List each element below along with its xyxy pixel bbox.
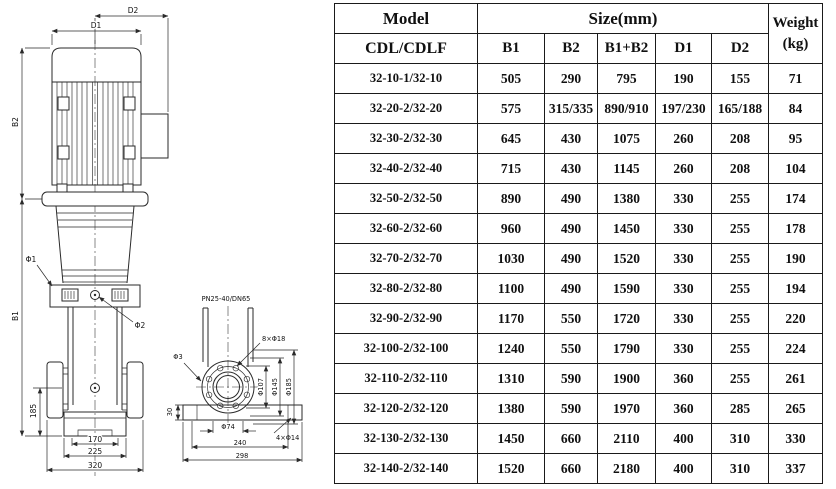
header-size-group: Size(mm)	[478, 4, 769, 34]
value-cell: 260	[656, 124, 712, 154]
dim-label-30: 30	[166, 407, 174, 417]
table-row	[335, 154, 823, 184]
header-col-d1: D1	[656, 34, 712, 64]
dim-label-225: 225	[87, 447, 103, 456]
value-cell: 194	[769, 274, 823, 304]
value-cell: 660	[545, 424, 598, 454]
dim-label-320: 320	[87, 461, 103, 470]
value-cell: 190	[769, 244, 823, 274]
table-row	[335, 424, 823, 454]
model-cell: 32-110-2/32-110	[335, 364, 478, 394]
dim-label-8xphi18: 8×Φ18	[262, 335, 286, 343]
dim-label-185: 185	[29, 403, 38, 419]
value-cell: 400	[656, 424, 712, 454]
value-cell: 645	[478, 124, 545, 154]
value-cell: 310	[712, 454, 769, 484]
value-cell: 165/188	[712, 94, 769, 124]
model-cell: 32-70-2/32-70	[335, 244, 478, 274]
header-weight	[769, 4, 823, 64]
value-cell: 104	[769, 154, 823, 184]
value-cell: 1970	[598, 394, 656, 424]
value-cell: 197/230	[656, 94, 712, 124]
value-cell: 430	[545, 154, 598, 184]
value-cell: 71	[769, 64, 823, 94]
value-cell: 550	[545, 334, 598, 364]
value-cell: 505	[478, 64, 545, 94]
value-cell: 1030	[478, 244, 545, 274]
value-cell: 1170	[478, 304, 545, 334]
value-cell: 330	[769, 424, 823, 454]
value-cell: 224	[769, 334, 823, 364]
value-cell: 490	[545, 274, 598, 304]
value-cell: 337	[769, 454, 823, 484]
value-cell: 1900	[598, 364, 656, 394]
model-cell: 32-140-2/32-140	[335, 454, 478, 484]
header-col-b1b2: B1+B2	[598, 34, 656, 64]
header-model: Model	[335, 4, 478, 34]
value-cell: 1520	[478, 454, 545, 484]
model-cell: 32-30-2/32-30	[335, 124, 478, 154]
value-cell: 590	[545, 364, 598, 394]
value-cell: 265	[769, 394, 823, 424]
model-cell: 32-80-2/32-80	[335, 274, 478, 304]
model-cell: 32-40-2/32-40	[335, 154, 478, 184]
value-cell: 330	[656, 244, 712, 274]
value-cell: 95	[769, 124, 823, 154]
value-cell: 330	[656, 274, 712, 304]
value-cell: 220	[769, 304, 823, 334]
dim-label-phi1: Φ1	[25, 255, 37, 264]
value-cell: 490	[545, 184, 598, 214]
value-cell: 84	[769, 94, 823, 124]
table-row	[335, 94, 823, 124]
motor-junction-box	[141, 114, 168, 158]
dim-label-phi107: Φ107	[257, 378, 265, 396]
value-cell: 960	[478, 214, 545, 244]
value-cell: 1790	[598, 334, 656, 364]
model-cell: 32-120-2/32-120	[335, 394, 478, 424]
value-cell: 290	[545, 64, 598, 94]
value-cell: 2110	[598, 424, 656, 454]
value-cell: 1590	[598, 274, 656, 304]
value-cell: 208	[712, 154, 769, 184]
value-cell: 255	[712, 244, 769, 274]
dim-label-phi145: Φ145	[271, 378, 279, 396]
value-cell: 490	[545, 214, 598, 244]
table-header-row-1	[335, 4, 823, 34]
dim-label-phi3: Φ3	[173, 353, 183, 361]
flange-port-label: PN25-40/DN65	[201, 295, 251, 303]
value-cell: 178	[769, 214, 823, 244]
value-cell: 330	[656, 184, 712, 214]
value-cell: 260	[656, 154, 712, 184]
header-col-b1: B1	[478, 34, 545, 64]
value-cell: 1145	[598, 154, 656, 184]
table-row	[335, 64, 823, 94]
value-cell: 400	[656, 454, 712, 484]
value-cell: 1380	[598, 184, 656, 214]
dim-label-240: 240	[233, 439, 247, 447]
value-cell: 1100	[478, 274, 545, 304]
model-cell: 32-20-2/32-20	[335, 94, 478, 124]
dim-label-d2: D2	[127, 6, 139, 15]
table-row	[335, 274, 823, 304]
model-cell: 32-100-2/32-100	[335, 334, 478, 364]
dim-label-d1: D1	[90, 21, 102, 30]
value-cell: 1240	[478, 334, 545, 364]
value-cell: 330	[656, 214, 712, 244]
value-cell: 315/335	[545, 94, 598, 124]
model-cell: 32-10-1/32-10	[335, 64, 478, 94]
value-cell: 715	[478, 154, 545, 184]
value-cell: 174	[769, 184, 823, 214]
table-row	[335, 244, 823, 274]
value-cell: 208	[712, 124, 769, 154]
value-cell: 255	[712, 334, 769, 364]
dim-label-b1: B1	[11, 311, 20, 321]
value-cell: 795	[598, 64, 656, 94]
pump-dimension-drawing	[0, 0, 334, 489]
table-row	[335, 454, 823, 484]
header-col-b2: B2	[545, 34, 598, 64]
value-cell: 490	[545, 244, 598, 274]
value-cell: 330	[656, 334, 712, 364]
value-cell: 255	[712, 304, 769, 334]
value-cell: 261	[769, 364, 823, 394]
value-cell: 1380	[478, 394, 545, 424]
dim-label-4xphi14: 4×Φ14	[276, 434, 300, 442]
value-cell: 1720	[598, 304, 656, 334]
value-cell: 550	[545, 304, 598, 334]
value-cell: 1450	[478, 424, 545, 454]
dim-label-phi2: Φ2	[134, 321, 146, 330]
value-cell: 430	[545, 124, 598, 154]
value-cell: 1450	[598, 214, 656, 244]
value-cell: 255	[712, 274, 769, 304]
pump-front-view	[11, 6, 168, 476]
spec-table	[334, 3, 823, 484]
table-header-row-2	[335, 34, 823, 64]
value-cell: 575	[478, 94, 545, 124]
table-row	[335, 334, 823, 364]
table-row	[335, 394, 823, 424]
value-cell: 155	[712, 64, 769, 94]
spec-table-body	[335, 64, 823, 484]
value-cell: 360	[656, 364, 712, 394]
value-cell: 1310	[478, 364, 545, 394]
value-cell: 330	[656, 304, 712, 334]
value-cell: 890	[478, 184, 545, 214]
dim-label-298: 298	[235, 452, 249, 460]
value-cell: 360	[656, 394, 712, 424]
dim-label-phi185: Φ185	[285, 378, 293, 396]
table-row	[335, 214, 823, 244]
table-row	[335, 364, 823, 394]
model-cell: 32-50-2/32-50	[335, 184, 478, 214]
value-cell: 2180	[598, 454, 656, 484]
model-cell: 32-60-2/32-60	[335, 214, 478, 244]
value-cell: 310	[712, 424, 769, 454]
header-weight-line2: (kg)	[782, 35, 809, 52]
dim-label-170: 170	[87, 435, 103, 444]
value-cell: 255	[712, 364, 769, 394]
header-model-series: CDL/CDLF	[335, 34, 478, 64]
value-cell: 590	[545, 394, 598, 424]
value-cell: 660	[545, 454, 598, 484]
value-cell: 255	[712, 184, 769, 214]
header-col-d2: D2	[712, 34, 769, 64]
value-cell: 285	[712, 394, 769, 424]
table-row	[335, 184, 823, 214]
value-cell: 1075	[598, 124, 656, 154]
dim-label-phi74: Φ74	[221, 423, 235, 431]
table-row	[335, 304, 823, 334]
model-cell: 32-90-2/32-90	[335, 304, 478, 334]
pump-flange-view	[166, 295, 302, 462]
value-cell: 1520	[598, 244, 656, 274]
model-cell: 32-130-2/32-130	[335, 424, 478, 454]
table-row	[335, 124, 823, 154]
value-cell: 190	[656, 64, 712, 94]
dim-label-b2: B2	[11, 117, 20, 127]
header-weight-line1: Weight	[772, 14, 819, 31]
value-cell: 255	[712, 214, 769, 244]
value-cell: 890/910	[598, 94, 656, 124]
